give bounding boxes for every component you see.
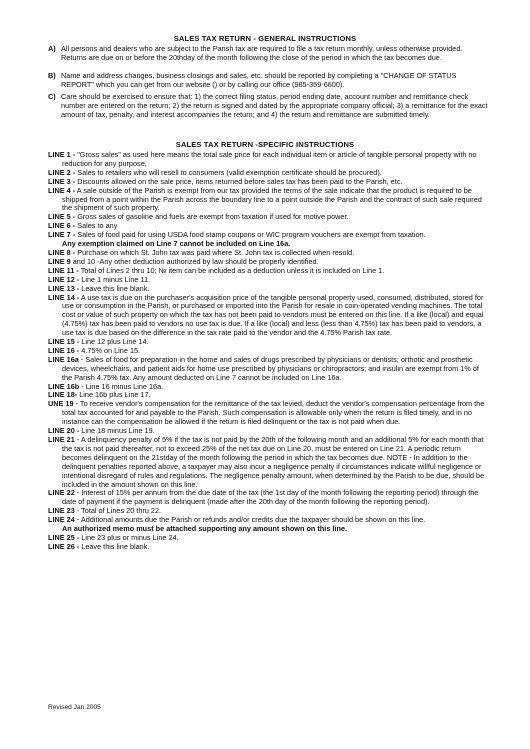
line-instruction-21: [48, 436, 488, 489]
general-item-text: Name and address changes, business closings and sales, etc. should be reported by completing a "CHANGE OF STATUS REPORT" which you can get from our website () or by calling our office (985-359-6600).: [61, 71, 457, 89]
line-label: LINE 25 -: [48, 532, 80, 542]
general-item-mark: C): [48, 92, 56, 101]
specific-instructions-list: [48, 151, 488, 552]
general-item-mark: A): [48, 44, 56, 53]
line-instruction-19: [48, 400, 488, 427]
line-label: LINE 2 -: [48, 167, 76, 177]
line-label: LINE 24: [48, 515, 75, 525]
line-text: Line 18 minus Line 19.: [79, 426, 155, 436]
line-label: LINE 16b: [48, 381, 80, 391]
line-label: LINE 26 -: [48, 541, 80, 551]
line-text: Line 16b plus Line 17.: [77, 390, 151, 400]
general-item-mark: B): [48, 71, 56, 80]
line-label: LINE 4 -: [48, 185, 76, 195]
line-text: - Additional amounts due the Parish or refunds and/or credits due the taxpayer should be shown on this line.: [74, 515, 426, 525]
general-item-text: Care should be exercised to ensure that: 1) the correct filing status, period ending date, account number and remittance check number are entered on the return; 2) the return is signed and dated by the appropriate company official; 3) a remittance for the exact amount of tax, penalty, and interest accompanies the return; and 4) the return and remittance are submitted timely.: [61, 92, 488, 119]
line-text: Gross sales of gasoline and fuels are exempt from taxation if used for motive power.: [75, 212, 349, 222]
line-label: LINE 23: [48, 506, 75, 516]
line-text: - Total of Lines 20 thru 22.: [74, 506, 162, 516]
line-label: LINE 3 -: [48, 176, 76, 186]
line-text: 4.75% on Line 15.: [79, 345, 141, 355]
line-text: Line 1 minus Line 11.: [79, 274, 151, 284]
line-label: LINE 5 -: [48, 212, 76, 222]
line-text: Sales to retailers who will resell to consumers (valid exemption certificate should be procured).: [75, 167, 382, 177]
line-text: "Gross sales" as used here means the total sale price for each individual item or article of tangible personal property with no reduction for any purpose.: [62, 150, 477, 168]
line-text: A sale outside of the Parish is exempt from our tax provided the terms of the sale indicate that the product is required to be shipped from a point within the Parish across the boundary line to a point outside the Parish and the contract of such sale required the shipment of such property.: [62, 185, 482, 213]
line-text: Line 12 plus Line 14.: [79, 337, 149, 347]
line-text: Discounts allowed on the sale price, items returned before sales tax has been paid to the Parish, etc.: [75, 176, 403, 186]
line-label: LINE 6 -: [48, 221, 76, 231]
line-label: LINE 7 -: [48, 230, 76, 240]
line-label: UNE 19: [48, 399, 74, 409]
line-text: Purchase on which St. John tax was paid where St. John tax is collected when resold.: [75, 247, 355, 257]
line-instruction-4: [48, 187, 488, 214]
general-item-b: [48, 72, 488, 90]
general-item-text: All persons and dealers who are subject to the Parish tax are required to file a tax return monthly, unless otherwise provided. Returns are due on or before the 20thday of the month following the close of the period in which the tax becomes due.: [61, 44, 463, 62]
general-instructions-title: SALES TAX RETURN - GENERAL INSTRUCTIONS: [173, 34, 357, 43]
specific-instructions-title: SALES TAX RETURN -SPECIFIC INSTRUCTIONS: [175, 140, 355, 149]
line-label: LINE 16a: [48, 354, 79, 364]
line-label: LINE 21: [48, 435, 75, 444]
line-text: - Interest of 15% per annum from the due date of the tax (the 1st day of the month following the reporting period) through the date of payment if the payment is delinquent (made after the 20th day of the month following the reporting period).: [62, 488, 479, 507]
line-text: Line 23 plus or minus Line 24.: [79, 532, 179, 542]
line-text: - A delinquency penalty of 5% if the tax is not paid by the 20th of the following month and an additional 5% for each month that the tax is not paid thereafter, not to exceed 25% of the net tax due on Line 20, must be entered on Line 21. A periodic return becomes delinquent on the 21stday of the month following the period in which the tax becomes due. NOTE - In addition to the delinquent penalties reported above, a taxpayer may also incur a negligence penalty if circumstances indicate willful negligence or intentional disregard of rules and regulations. The negligence penalty amount, when determined by the Parish to be due, should be included in the amount shown on this line.: [62, 435, 485, 489]
line-label: LINE 18-: [48, 390, 78, 400]
line-label: LINE 20 -: [48, 426, 80, 436]
line-text: - Line 16 minus Line 16a.: [79, 381, 164, 391]
line-text: Sales to any: [75, 221, 118, 231]
line-text: Leave this line blank.: [79, 283, 150, 293]
line-label: LINE 1 -: [48, 150, 76, 159]
line-label: LINE 14 -: [48, 292, 80, 302]
line-label: LINE 16 -: [48, 345, 80, 355]
line-instruction-22: [48, 489, 488, 507]
line-label: LINE 22: [48, 488, 75, 498]
line-instruction-14: [48, 294, 488, 339]
line-7-exemption-note: Any exemption claimed on Line 7 cannot be included on Line 16a.: [62, 239, 291, 249]
general-item-c: [48, 93, 488, 120]
line-text: Leave this line blank.: [79, 541, 150, 551]
line-text: Sales of food paid for using USDA food stamp coupons or WIC program vouchers are exempt from taxation.: [75, 230, 426, 240]
line-label: LINE 11 -: [48, 265, 79, 275]
line-label: LINE 8 -: [48, 247, 76, 257]
line-text: and 10 -Any other deduction authorized by law should be properly identified.: [70, 256, 319, 266]
general-item-a: [48, 45, 488, 63]
line-text: Total of Lines 2 thru 10; № item can be included as a deduction unless it is included on Line 1.: [78, 265, 385, 275]
line-text: - Sales of food for preparation in the home and sales of drugs prescribed by physicians or dentists; orthotic and prosthetic devices, wheelchairs, and patient aids for home use prescribed by physicians or chiropractors; and insulin are exempt from 1% of the Parish 4.75% tax. Any amount deducted on Line 7 cannot be included on Line 16a.: [62, 354, 479, 382]
line-instruction-1: [48, 151, 488, 169]
line-text: - To receive vendor's compensation for the remittance of the tax levied, deduct the vendor's compensation percentage from the total tax accounted for and payable to the Parish. Such compensation is allowable only when the return is filed timely, and in no instance can the compensation be allowed if the return is filed delinquent or the tax is not paid when due.: [62, 399, 485, 427]
line-text: A use tax is due on the purchaser's acquisition price of the tangible personal property used, consumed, distributed, stored for use or consumption in the Parish, or purchased or imported into the Parish for resale in coin-operated vending machines. The total cost or value of such property on which the tax has not been paid to vendors must be entered on this line. If a like (local) and equal (4.75%) tax has been paid to vendors no use tax is due. If a like (local) and less (less than 4.75%) tax has been paid to vendors, a use tax is due based on the difference in the tax rate paid to the vendor and the 4.75% Parish tax rate.: [62, 292, 484, 338]
line-label: LINE 9: [48, 256, 71, 266]
line-label: LINE 15 -: [48, 337, 80, 347]
line-24-memo-note: An authorized memo must be attached supporting any amount shown on this line.: [62, 524, 348, 534]
line-label: LINE 12 -: [48, 274, 80, 284]
line-label: LINE 13 -: [48, 283, 80, 293]
revision-date: Revised Jan 2005: [48, 704, 101, 711]
line-instruction-16a: [48, 356, 488, 383]
line-instruction-26: [48, 543, 488, 552]
